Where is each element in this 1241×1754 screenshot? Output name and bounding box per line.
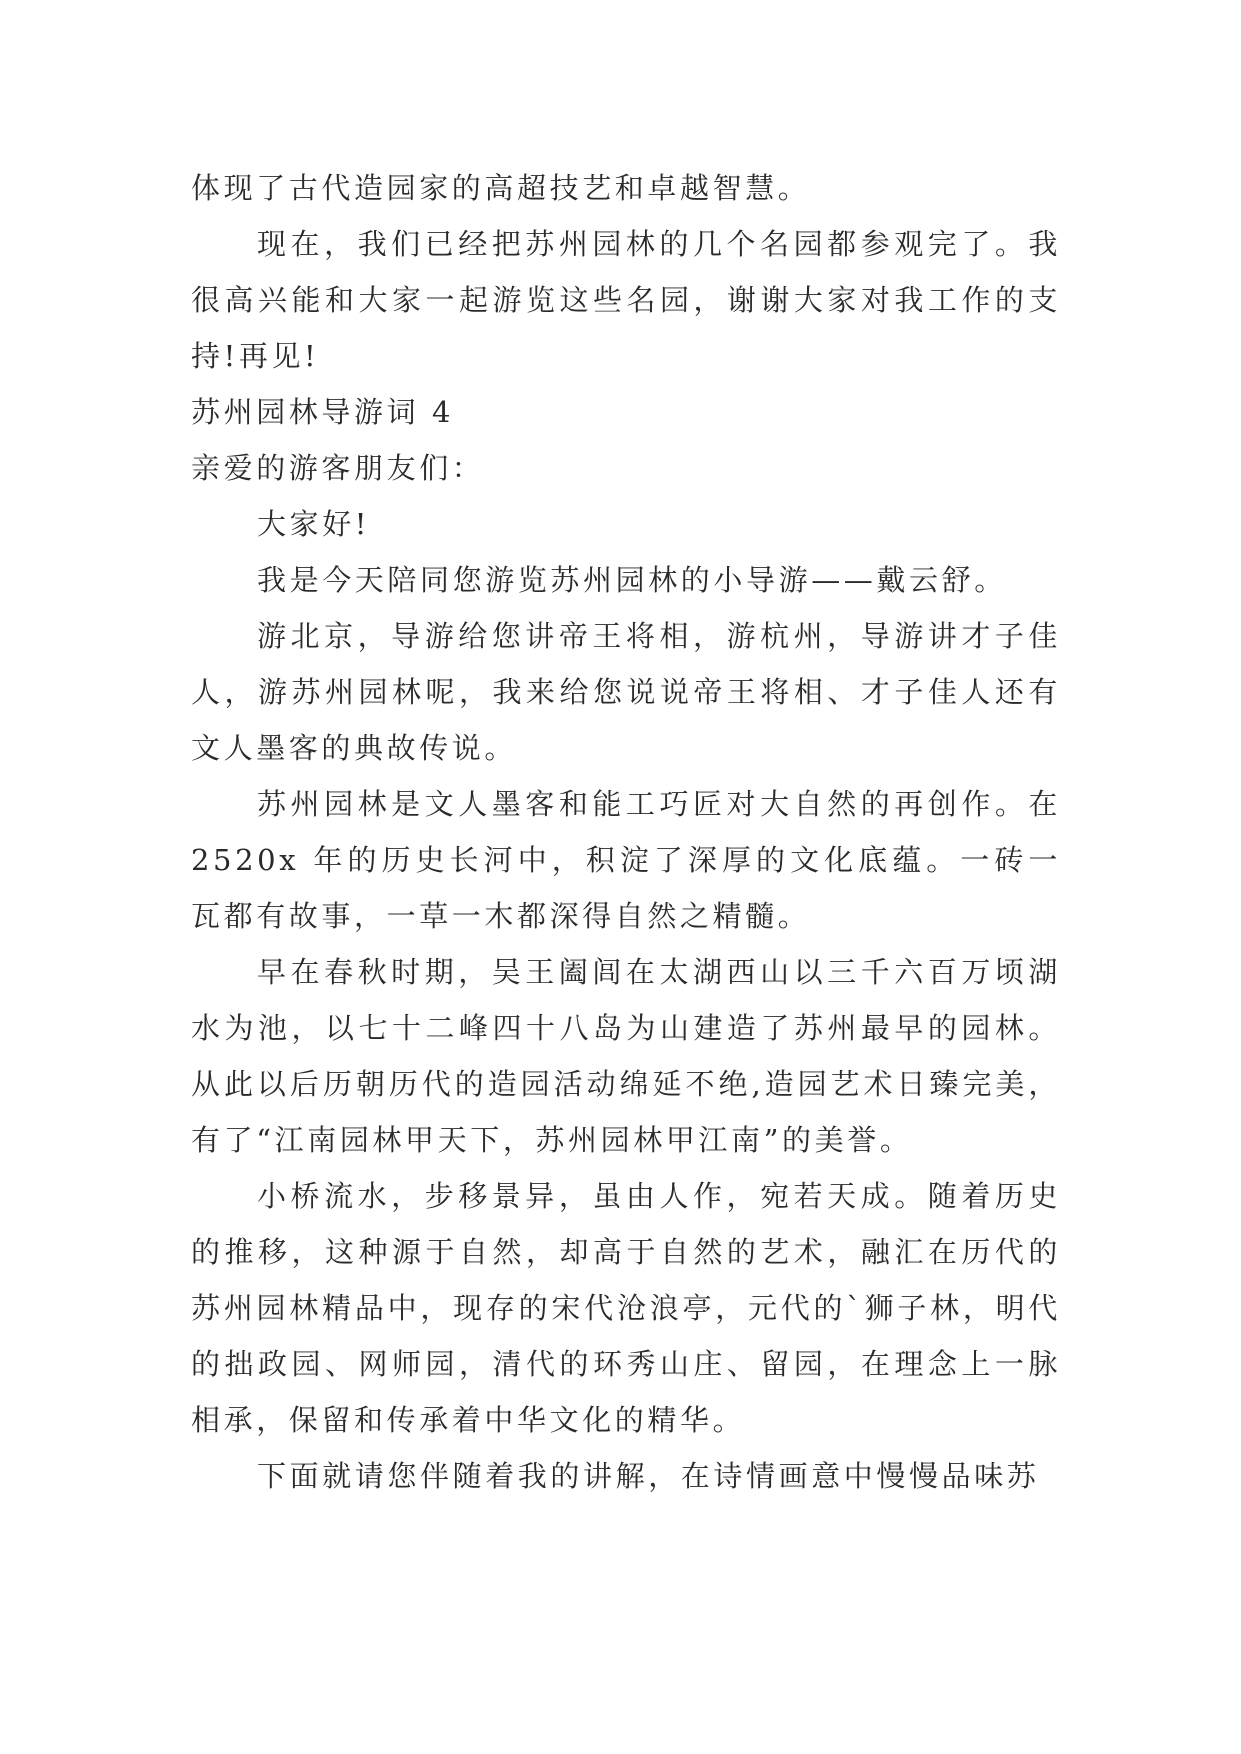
paragraph-comparison: 游北京，导游给您讲帝王将相，游杭州，导游讲才子佳人，游苏州园林呢，我来给您说说帝王将相、才子佳人还有文人墨客的典故传说。 xyxy=(191,619,1061,765)
document-body xyxy=(191,160,1061,1504)
section-heading: 苏州园林导游词 4 xyxy=(191,395,455,429)
greeting: 大家好! xyxy=(257,507,371,541)
paragraph-gardens: 小桥流水，步移景异，虽由人作，宛若天成。随着历史的推移，这种源于自然，却高于自然的艺术，融汇在历代的苏州园林精品中，现存的宋代沧浪亭，元代的`狮子林，明代的拙政园、网师园，清代的环秀山庄、留园，在理念上一脉相承，保留和传承着中华文化的精华。 xyxy=(191,1179,1061,1437)
paragraph-origins: 早在春秋时期，吴王阖闾在太湖西山以三千六百万顷湖水为池，以七十二峰四十八岛为山建造了苏州最早的园林。从此以后历朝历代的造园活动绵延不绝,造园艺术日臻完美，有了“江南园林甲天下，苏州园林甲江南”的美誉。 xyxy=(191,955,1061,1157)
paragraph-history: 苏州园林是文人墨客和能工巧匠对大自然的再创作。在 2520x 年的历史长河中，积淀了深厚的文化底蕴。一砖一瓦都有故事，一草一木都深得自然之精髓。 xyxy=(191,787,1061,933)
paragraph-closing-line: 体现了古代造园家的高超技艺和卓越智慧。 xyxy=(191,171,811,205)
salutation: 亲爱的游客朋友们： xyxy=(191,451,485,485)
paragraph-farewell: 现在，我们已经把苏州园林的几个名园都参观完了。我很高兴能和大家一起游览这些名园，谢谢大家对我工作的支持!再见! xyxy=(191,227,1061,373)
paragraph-introduction: 我是今天陪同您游览苏州园林的小导游——戴云舒。 xyxy=(257,563,1007,597)
paragraph-continuation: 下面就请您伴随着我的讲解，在诗情画意中慢慢品味苏 xyxy=(257,1459,1040,1493)
